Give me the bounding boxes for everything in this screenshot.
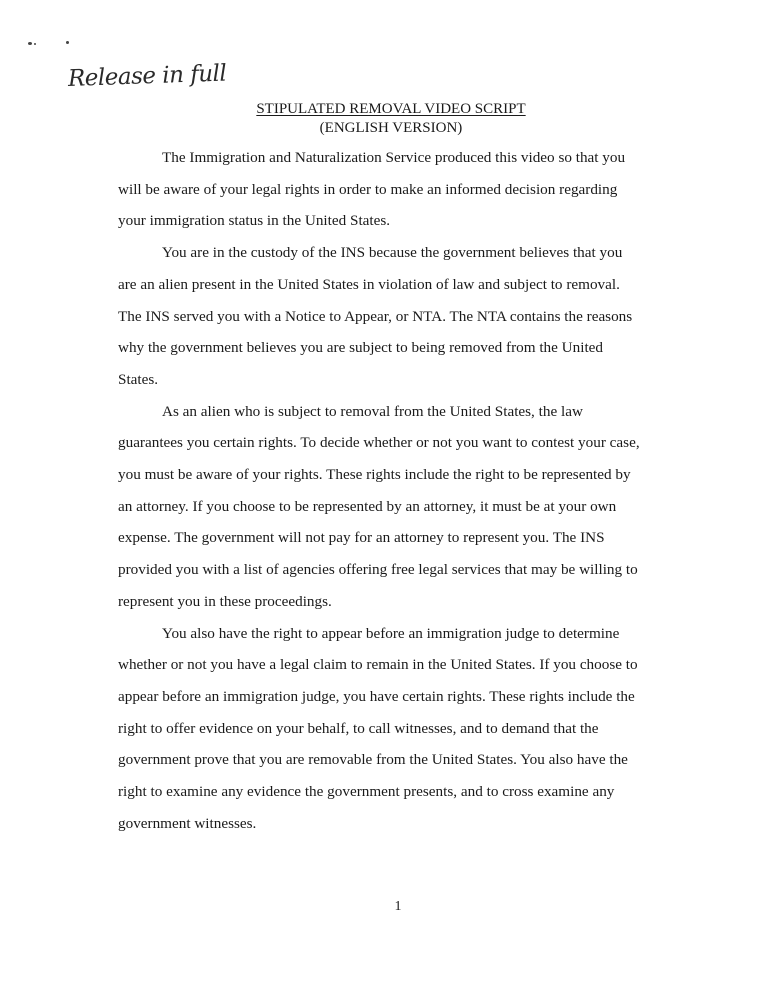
scan-speck — [66, 41, 69, 44]
scan-speck — [34, 43, 36, 45]
document-subtitle: (ENGLISH VERSION) — [319, 120, 463, 136]
scan-speck — [28, 42, 32, 45]
paragraph: You also have the right to appear before an immigration judge to determine whether or not you have a legal claim to remain in the United States. If you choose to appear before an immigration judge, you have certain rights. These rights include the right to offer evidence on your behalf, to call witnesses, and to demand that the government prove that you are removable from the United States. You also have the right to examine any evidence the government presents, and to cross examine any government witnesses. — [118, 624, 638, 832]
paragraph: As an alien who is subject to removal from the United States, the law guarantees you certain rights. To decide whether or not you want to contest your case, you must be aware of your rights. These rights include the right to be represented by an attorney. If you choose to be represented by an attorney, it must be at your own expense. The government will not pay for an attorney to represent you. The INS provided you with a list of agencies offering free legal services that may be willing to represent you in these proceedings. — [118, 402, 640, 610]
document-title: STIPULATED REMOVAL VIDEO SCRIPT — [256, 101, 526, 117]
document-heading — [0, 100, 768, 138]
document-body — [118, 142, 643, 839]
page-number: 1 — [394, 899, 402, 914]
handwritten-release-note: Release in full — [67, 60, 227, 92]
paragraph: You are in the custody of the INS because the government believes that you are an alien present in the United States in violation of law and subject to removal. The INS served you with a Notice to Appear, or NTA. The NTA contains the reasons why the government believes you are subject to being removed from the United States. — [118, 244, 633, 388]
paragraph: The Immigration and Naturalization Service produced this video so that you will be aware of your legal rights in order to make an informed decision regarding your immigration status in the United States. — [118, 149, 626, 230]
